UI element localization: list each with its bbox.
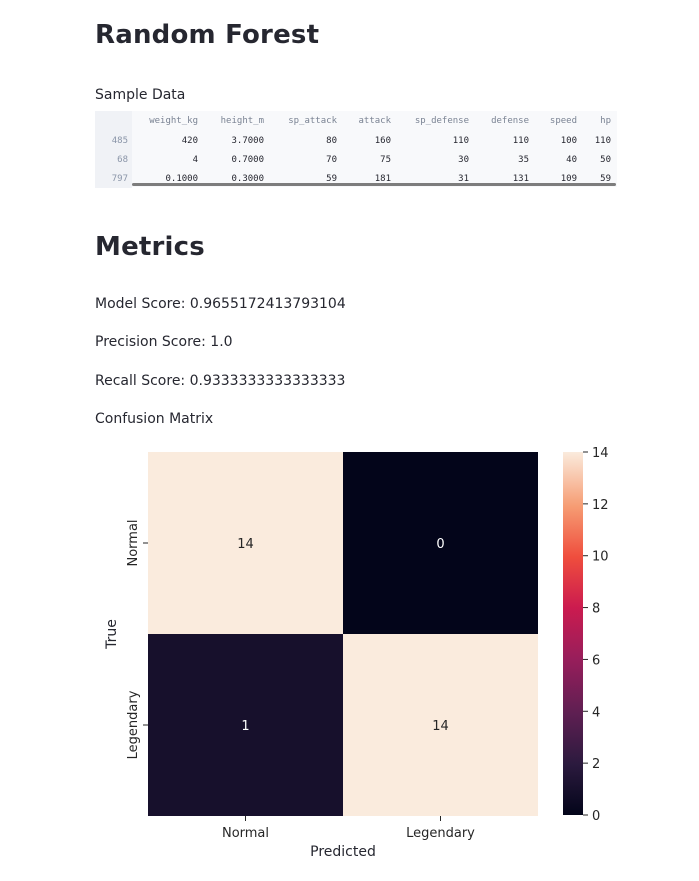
table-cell[interactable]: 35 [518,154,529,165]
column-header[interactable]: attack [358,116,391,126]
column-header[interactable]: hp [600,116,611,126]
table-cell[interactable]: 70 [326,154,337,165]
column-header[interactable]: weight_kg [149,116,198,126]
heatmap-annotation: 1 [241,719,250,734]
colorbar-ticks [583,446,609,824]
table-cell[interactable]: 30 [458,154,469,165]
table-row [95,150,617,169]
table-cell[interactable]: 40 [566,154,577,165]
model-score-text: Model Score: 0.9655172413793104 [95,296,346,312]
table-cell[interactable]: 110 [452,135,469,146]
table-cell[interactable]: 50 [600,154,611,165]
table-cell[interactable]: 75 [380,154,391,165]
column-header[interactable]: defense [491,116,529,126]
table-cell[interactable]: 31 [458,173,469,184]
row-index: 797 [95,169,132,188]
table-cell[interactable]: 59 [600,173,611,184]
index-header [95,111,132,131]
table-cell[interactable]: 131 [512,173,529,184]
heatmap-annotation: 14 [237,537,254,552]
sample-data-label: Sample Data [95,87,186,103]
column-header[interactable]: height_m [220,116,264,126]
table-cell[interactable]: 0.1000 [165,173,198,184]
page-title: Random Forest [95,20,320,50]
table-cell[interactable]: 160 [374,135,391,146]
row-index: 68 [95,150,132,169]
table-cell[interactable]: 0.7000 [231,154,264,165]
sample-table [95,111,617,188]
table-cell[interactable]: 0.3000 [231,173,264,184]
sample-dataframe[interactable] [95,111,617,187]
table-row [95,131,617,150]
table-cell[interactable]: 4 [192,154,198,165]
colorbar-tick-label: 14 [592,446,609,461]
colorbar-tick-label: 0 [592,809,601,824]
table-cell[interactable]: 59 [326,173,337,184]
table-header-row [95,111,617,131]
precision-score-text: Precision Score: 1.0 [95,334,233,350]
x-tick-label: Legendary [406,826,475,841]
metrics-heading: Metrics [95,232,205,262]
table-cell[interactable]: 3.7000 [231,135,264,146]
column-header[interactable]: speed [549,116,577,126]
colorbar-tick-label: 4 [592,705,601,721]
colorbar-tick-label: 8 [592,601,601,617]
colorbar-tick-label: 10 [592,549,609,565]
confusion-matrix-chart [0,445,699,875]
table-cell[interactable]: 100 [560,135,577,146]
table-cell[interactable]: 80 [326,135,337,146]
heatmap-cells [148,452,538,816]
table-cell[interactable]: 110 [594,135,611,146]
y-tick-label: Legendary [126,690,141,760]
colorbar-tick-label: 12 [592,497,609,513]
column-header[interactable]: sp_attack [288,116,337,126]
colorbar-tick-label: 6 [592,653,601,669]
table-cell[interactable]: 109 [560,173,577,184]
table-cell[interactable]: 110 [512,135,529,146]
y-tick-label: Normal [126,519,141,567]
x-tick-label: Normal [221,826,270,841]
confusion-matrix-label: Confusion Matrix [95,411,214,427]
horizontal-scrollbar[interactable] [132,183,616,186]
colorbar [563,452,583,815]
heatmap-annotation: 14 [432,719,449,734]
column-header[interactable]: sp_defense [414,116,469,126]
row-index: 485 [95,131,132,150]
heatmap-annotation: 0 [436,537,445,552]
colorbar-tick-label: 2 [592,757,601,773]
recall-score-text: Recall Score: 0.9333333333333333 [95,373,346,389]
table-cell[interactable]: 420 [181,135,198,146]
x-axis-label: Predicted [310,844,376,860]
table-cell[interactable]: 181 [374,173,391,184]
y-axis-label: True [104,619,120,649]
